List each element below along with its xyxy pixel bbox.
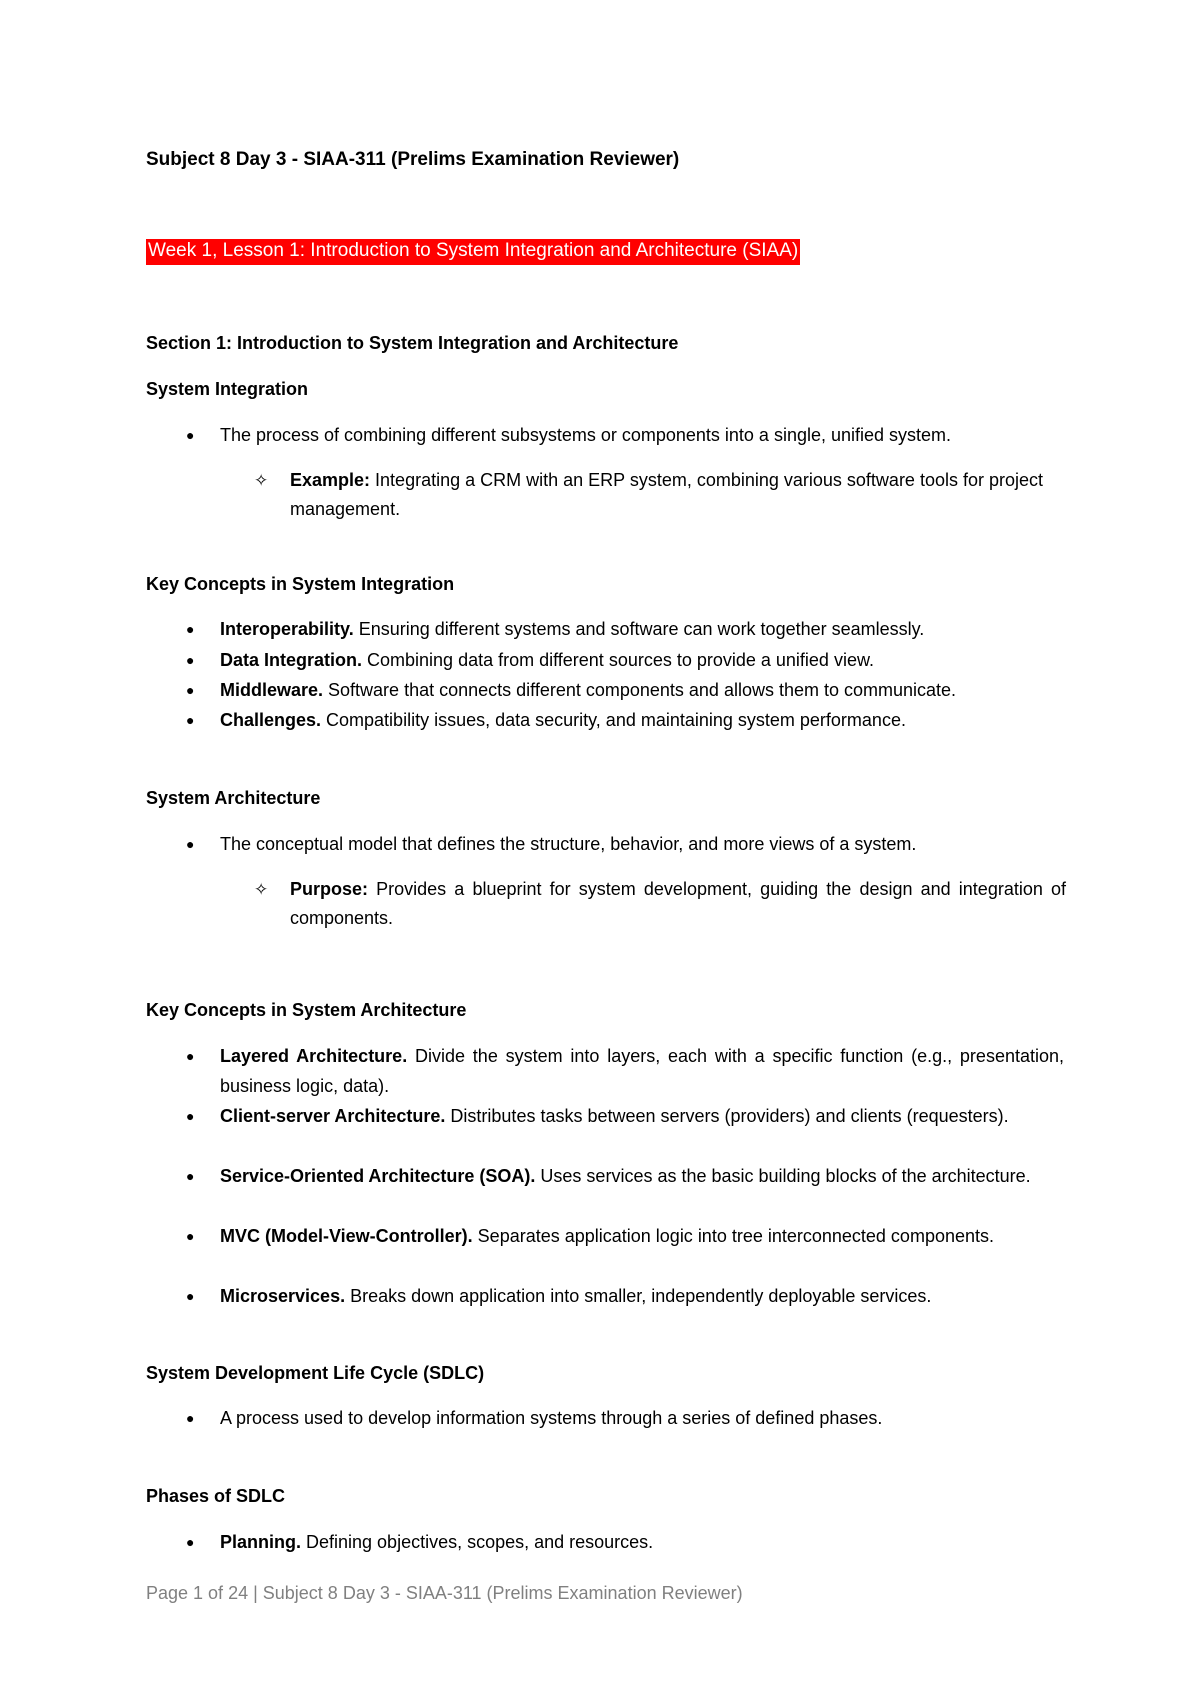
list-item <box>184 675 1064 705</box>
list-item <box>184 705 1064 735</box>
list-item-label: Service-Oriented Architecture (SOA). <box>220 1166 536 1186</box>
list-item-label: Interoperability. <box>220 619 354 639</box>
key-concepts-architecture-heading: Key Concepts in System Architecture <box>146 1000 467 1020</box>
list-item-label: Client-server Architecture. <box>220 1106 446 1126</box>
sdlc-heading: System Development Life Cycle (SDLC) <box>146 1363 485 1383</box>
list-item-body: Software that connects different components and allows them to communicate. <box>323 680 957 700</box>
system-architecture-heading: System Architecture <box>146 788 321 808</box>
list-item-body: Distributes tasks between servers (providers) and clients (requesters). <box>445 1106 1009 1126</box>
list-item <box>184 1527 1064 1557</box>
diamond-bullet-icon: ✧ <box>254 471 269 490</box>
list-item <box>184 645 1064 675</box>
page-footer: Page 1 of 24 | Subject 8 Day 3 - SIAA-311 (Prelims Examination Reviewer) <box>146 1583 743 1603</box>
bullet-icon: ● <box>186 427 195 443</box>
sub-list-item-text <box>290 466 1066 524</box>
phases-heading: Phases of SDLC <box>146 1486 286 1506</box>
lesson-banner: Week 1, Lesson 1: Introduction to System Integration and Architecture (SIAA) <box>146 239 800 265</box>
list-item-body: Ensuring different systems and software can work together seamlessly. <box>353 619 925 639</box>
list-item-text <box>220 1101 1064 1131</box>
list-item-text <box>220 645 1064 675</box>
bullet-icon: ● <box>186 1228 195 1244</box>
list-item-text <box>220 705 1064 735</box>
system-integration-heading: System Integration <box>146 379 309 399</box>
list-item-label: Challenges. <box>220 710 322 730</box>
list-item <box>184 1221 1064 1251</box>
bullet-icon: ● <box>186 836 195 852</box>
bullet-icon: ● <box>186 652 195 668</box>
list-item <box>184 614 1064 644</box>
list-item-text <box>220 1527 1064 1557</box>
list-item-label: Layered Architecture. <box>220 1046 408 1066</box>
bullet-icon: ● <box>186 1410 195 1426</box>
sub-list-item <box>254 875 1066 933</box>
list-item-text <box>220 614 1064 644</box>
section-heading: Section 1: Introduction to System Integration and Architecture <box>146 333 679 353</box>
list-item-body: Combining data from different sources to provide a unified view. <box>362 650 874 670</box>
list-item-text: A process used to develop information systems through a series of defined phases. <box>220 1408 883 1428</box>
key-concepts-integration-heading: Key Concepts in System Integration <box>146 574 455 594</box>
bullet-icon: ● <box>186 682 195 698</box>
list-item-label: Middleware. <box>220 680 324 700</box>
sub-list-item-body: Provides a blueprint for system development, guiding the design and integration of components. <box>290 879 1066 928</box>
bullet-icon: ● <box>186 1048 195 1064</box>
list-item-body: Separates application logic into tree interconnected components. <box>472 1226 994 1246</box>
document-title: Subject 8 Day 3 - SIAA-311 (Prelims Examination Reviewer) <box>146 149 680 170</box>
sub-list-item-body: Integrating a CRM with an ERP system, combining various software tools for project management. <box>290 470 1043 519</box>
bullet-icon: ● <box>186 1288 195 1304</box>
list-item-text <box>220 675 1064 705</box>
list-item-label: Planning. <box>220 1532 301 1552</box>
list-item-text <box>220 1161 1064 1191</box>
bullet-icon: ● <box>186 1108 195 1124</box>
list-item-text: The process of combining different subsystems or components into a single, unified system. <box>220 425 952 445</box>
list-item <box>184 1101 1064 1131</box>
list-item-label: Microservices. <box>220 1286 346 1306</box>
sub-list-item <box>254 466 1066 524</box>
list-item <box>184 1281 1064 1311</box>
list-item-label: MVC (Model-View-Controller). <box>220 1226 473 1246</box>
list-item-body: Breaks down application into smaller, independently deployable services. <box>345 1286 932 1306</box>
list-item-text: The conceptual model that defines the structure, behavior, and more views of a system. <box>220 834 917 854</box>
list-item <box>184 420 1064 450</box>
list-item <box>184 1161 1064 1191</box>
bullet-icon: ● <box>186 1534 195 1550</box>
sub-list-item-label: Purpose: <box>290 879 369 899</box>
list-item-body: Defining objectives, scopes, and resources. <box>301 1532 654 1552</box>
bullet-icon: ● <box>186 712 195 728</box>
list-item <box>184 1403 1064 1433</box>
list-item-body: Compatibility issues, data security, and maintaining system performance. <box>321 710 906 730</box>
bullet-icon: ● <box>186 1168 195 1184</box>
sub-list-item-label: Example: <box>290 470 371 490</box>
bullet-icon: ● <box>186 621 195 637</box>
list-item-text <box>220 1041 1064 1101</box>
list-item-text <box>220 1281 1064 1311</box>
list-item-body: Divide the system into layers, each with a specific function (e.g., presentation, business logic, data). <box>220 1046 1064 1096</box>
list-item-body: Uses services as the basic building blocks of the architecture. <box>535 1166 1031 1186</box>
list-item <box>184 829 1064 859</box>
diamond-bullet-icon: ✧ <box>254 880 269 899</box>
list-item-text <box>220 1221 1064 1251</box>
sub-list-item-text <box>290 875 1066 933</box>
list-item-label: Data Integration. <box>220 650 363 670</box>
list-item <box>184 1041 1064 1101</box>
